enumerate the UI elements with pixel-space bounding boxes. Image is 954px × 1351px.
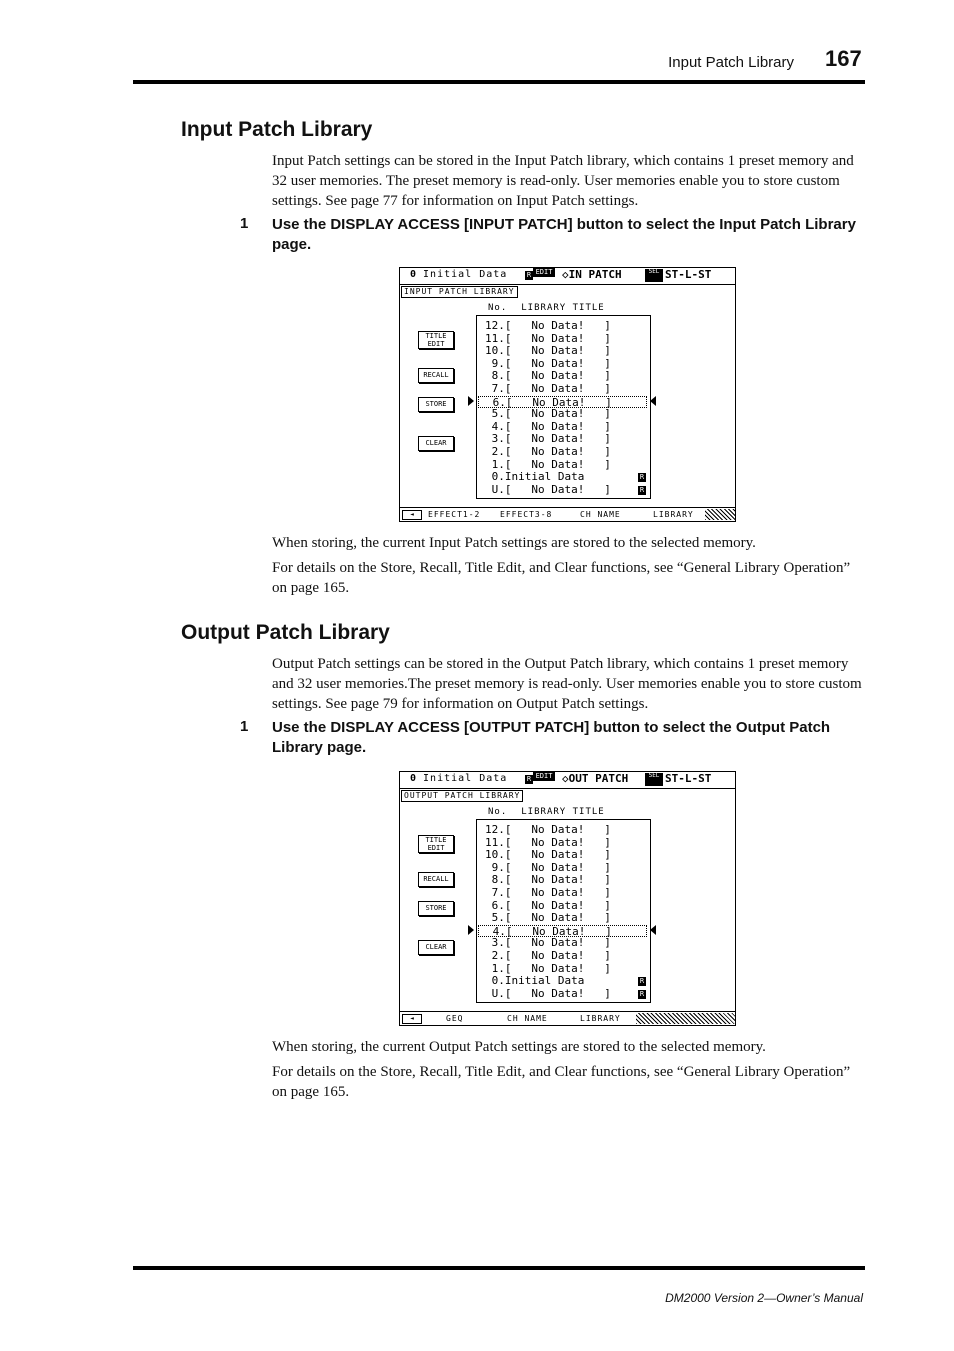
tab-ch-name[interactable]: CH NAME bbox=[580, 510, 621, 519]
library-list bbox=[476, 315, 651, 499]
library-entry-text: 3.[ No Data! ] bbox=[485, 432, 611, 446]
library-entry[interactable] bbox=[485, 824, 611, 836]
footer-text: DM2000 Version 2—Owner’s Manual bbox=[665, 1291, 863, 1305]
read-only-icon: R bbox=[526, 775, 532, 783]
library-entry-text: 12.[ No Data! ] bbox=[485, 823, 611, 836]
input-patch-intro: Input Patch settings can be stored in the Input Patch library, which contains 1 preset memory and 32 user memories. The preset memory is read-only. User memories enable you to store custom settings. See page 77 for information on Input Patch settings. bbox=[272, 153, 854, 209]
library-entry-text: 4.[ No Data! ] bbox=[485, 419, 611, 433]
footer-rule bbox=[133, 1266, 865, 1270]
library-entry-text: 10.[ No Data! ] bbox=[485, 848, 611, 862]
cursor-right-arrow-icon bbox=[650, 396, 656, 406]
library-entry[interactable] bbox=[485, 484, 611, 496]
library-entry-text: 11.[ No Data! ] bbox=[485, 835, 611, 849]
library-entry-text: 1.[ No Data! ] bbox=[485, 961, 611, 975]
library-entry-text: 5.[ No Data! ] bbox=[485, 407, 611, 421]
library-entry-text: 0.Initial Data bbox=[485, 470, 585, 484]
library-entry[interactable] bbox=[485, 900, 611, 912]
sel-indicator: SEL bbox=[645, 773, 663, 786]
step-instruction: Use the DISPLAY ACCESS [OUTPUT PATCH] button to select the Output Patch Library page. bbox=[272, 719, 831, 756]
library-entry[interactable] bbox=[485, 320, 611, 332]
tab-library[interactable]: LIBRARY bbox=[580, 1014, 621, 1023]
tab-ch-name[interactable]: CH NAME bbox=[507, 1014, 548, 1023]
title-edit-button[interactable]: TITLE EDIT bbox=[418, 331, 454, 349]
library-entry-text: U.[ No Data! ] bbox=[485, 482, 611, 496]
scene-name: Initial Data bbox=[423, 773, 508, 784]
library-entry-text: 2.[ No Data! ] bbox=[485, 949, 611, 962]
scene-memory bbox=[410, 773, 507, 784]
library-entry[interactable] bbox=[485, 408, 611, 420]
library-entry[interactable] bbox=[485, 937, 611, 949]
library-entry[interactable] bbox=[485, 459, 611, 471]
lcd-status-bar bbox=[400, 772, 735, 789]
library-entry-text: 12.[ No Data! ] bbox=[485, 319, 611, 332]
function-name: ◇OUT PATCH bbox=[562, 772, 629, 785]
clear-button[interactable]: CLEAR bbox=[418, 436, 454, 451]
title-edit-button[interactable]: TITLE EDIT bbox=[418, 835, 454, 853]
tab-geq[interactable]: GEQ bbox=[446, 1014, 464, 1023]
library-entry-text: 6.[ No Data! ] bbox=[486, 395, 612, 409]
read-only-icon: R bbox=[639, 485, 645, 494]
tab-effect1-2[interactable]: EFFECT1-2 bbox=[428, 510, 481, 519]
cursor-left-arrow-icon bbox=[468, 925, 474, 935]
store-button[interactable]: STORE bbox=[418, 397, 454, 412]
store-button[interactable]: STORE bbox=[418, 901, 454, 916]
scene-number: 0 bbox=[410, 773, 418, 784]
tab-scroll-left-icon[interactable]: ◄ bbox=[402, 1014, 422, 1024]
cursor-left-arrow-icon bbox=[468, 396, 474, 406]
library-entry-text: 10.[ No Data! ] bbox=[485, 344, 611, 358]
output-patch-note-store: When storing, the current Output Patch settings are stored to the selected memory. bbox=[272, 1039, 766, 1055]
tab-filler bbox=[636, 1013, 735, 1024]
library-entry-text: 7.[ No Data! ] bbox=[485, 886, 611, 899]
library-entry-text: 9.[ No Data! ] bbox=[485, 356, 611, 370]
tab-filler bbox=[705, 509, 735, 520]
page-tabs bbox=[400, 1011, 735, 1025]
recall-button[interactable]: RECALL bbox=[418, 872, 454, 887]
column-headers bbox=[488, 303, 605, 313]
input-patch-note-store: When storing, the current Input Patch settings are stored to the selected memory. bbox=[272, 535, 756, 551]
lcd-page-title: INPUT PATCH LIBRARY bbox=[401, 286, 518, 298]
section-heading-input-patch: Input Patch Library bbox=[181, 118, 373, 141]
library-entry[interactable] bbox=[478, 925, 647, 937]
library-entry[interactable] bbox=[485, 421, 611, 433]
library-list bbox=[476, 819, 651, 1003]
column-headers bbox=[488, 807, 605, 817]
library-entry-text: 5.[ No Data! ] bbox=[485, 911, 611, 925]
tab-effect3-8[interactable]: EFFECT3-8 bbox=[500, 510, 553, 519]
library-entry[interactable] bbox=[485, 370, 611, 382]
library-entry-text: 8.[ No Data! ] bbox=[485, 873, 611, 887]
library-entry[interactable] bbox=[485, 874, 611, 886]
scene-name: Initial Data bbox=[423, 269, 508, 280]
input-patch-note-details: For details on the Store, Recall, Title Edit, and Clear functions, see “General Library Operation” on page 165. bbox=[272, 560, 851, 596]
col-no: No. bbox=[488, 303, 508, 313]
cursor-right-arrow-icon bbox=[650, 925, 656, 935]
library-entry[interactable] bbox=[485, 950, 611, 962]
output-patch-intro: Output Patch settings can be stored in the Output Patch library, which contains 1 preset memory and 32 user memories.The preset memory is read-only. User memories enable you to store custom settings. See page 79 for information on Output Patch settings. bbox=[272, 656, 862, 712]
library-entry[interactable] bbox=[485, 975, 584, 987]
recall-button[interactable]: RECALL bbox=[418, 368, 454, 383]
section-heading-output-patch: Output Patch Library bbox=[181, 621, 390, 644]
library-entry[interactable] bbox=[485, 887, 611, 899]
edit-indicator: EDIT bbox=[533, 772, 555, 781]
step-number: 1 bbox=[240, 215, 249, 232]
running-header-title: Input Patch Library bbox=[668, 54, 794, 71]
page-tabs bbox=[400, 507, 735, 521]
channel-id: ST-L-ST bbox=[665, 772, 712, 785]
lcd-status-bar bbox=[400, 268, 735, 285]
library-entry-text: 2.[ No Data! ] bbox=[485, 445, 611, 458]
read-only-icon: R bbox=[639, 989, 645, 998]
tab-library[interactable]: LIBRARY bbox=[653, 510, 694, 519]
library-entry-text: 6.[ No Data! ] bbox=[485, 898, 611, 912]
read-only-icon: R bbox=[639, 473, 645, 482]
library-entry[interactable] bbox=[478, 396, 647, 408]
scene-memory bbox=[410, 269, 507, 280]
library-entry[interactable] bbox=[485, 345, 611, 357]
library-entry-text: 3.[ No Data! ] bbox=[485, 936, 611, 950]
output-patch-note-details: For details on the Store, Recall, Title Edit, and Clear functions, see “General Library Operation” on page 165. bbox=[272, 1064, 851, 1100]
library-entry-text: 9.[ No Data! ] bbox=[485, 860, 611, 874]
library-entry[interactable] bbox=[485, 912, 611, 924]
library-entry[interactable] bbox=[485, 837, 611, 849]
step-number: 1 bbox=[240, 718, 249, 735]
input-patch-library-screen bbox=[399, 267, 736, 522]
library-entry[interactable] bbox=[485, 988, 611, 1000]
function-name: ◇IN PATCH bbox=[562, 268, 622, 281]
read-only-icon: R bbox=[526, 271, 532, 279]
edit-indicator: EDIT bbox=[533, 268, 555, 277]
library-entry-text: 1.[ No Data! ] bbox=[485, 457, 611, 471]
step-instruction: Use the DISPLAY ACCESS [INPUT PATCH] button to select the Input Patch Library page. bbox=[272, 216, 856, 253]
output-patch-library-screen bbox=[399, 771, 736, 1026]
read-only-icon: R bbox=[639, 977, 645, 986]
tab-scroll-left-icon[interactable]: ◄ bbox=[402, 510, 422, 520]
library-entry-text: U.[ No Data! ] bbox=[485, 986, 611, 1000]
library-entry[interactable] bbox=[485, 433, 611, 445]
channel-id: ST-L-ST bbox=[665, 268, 712, 281]
library-entry[interactable] bbox=[485, 963, 611, 975]
library-entry[interactable] bbox=[485, 383, 611, 395]
library-entry-text: 4.[ No Data! ] bbox=[486, 924, 612, 938]
library-entry-text: 8.[ No Data! ] bbox=[485, 369, 611, 383]
library-entry-text: 11.[ No Data! ] bbox=[485, 331, 611, 345]
scene-number: 0 bbox=[410, 269, 418, 280]
library-entry-text: 0.Initial Data bbox=[485, 974, 585, 988]
sel-indicator: SEL bbox=[645, 269, 663, 282]
clear-button[interactable]: CLEAR bbox=[418, 940, 454, 955]
header-rule bbox=[133, 80, 865, 84]
library-entry[interactable] bbox=[485, 849, 611, 861]
library-entry[interactable] bbox=[485, 333, 611, 345]
lcd-page-title: OUTPUT PATCH LIBRARY bbox=[401, 790, 523, 802]
page-number: 167 bbox=[825, 46, 862, 71]
col-library-title: LIBRARY TITLE bbox=[521, 303, 605, 313]
library-entry[interactable] bbox=[485, 446, 611, 458]
library-entry[interactable] bbox=[485, 862, 611, 874]
library-entry[interactable] bbox=[485, 358, 611, 370]
col-library-title: LIBRARY TITLE bbox=[521, 807, 605, 817]
col-no: No. bbox=[488, 807, 508, 817]
library-entry-text: 7.[ No Data! ] bbox=[485, 382, 611, 395]
library-entry[interactable] bbox=[485, 471, 584, 483]
